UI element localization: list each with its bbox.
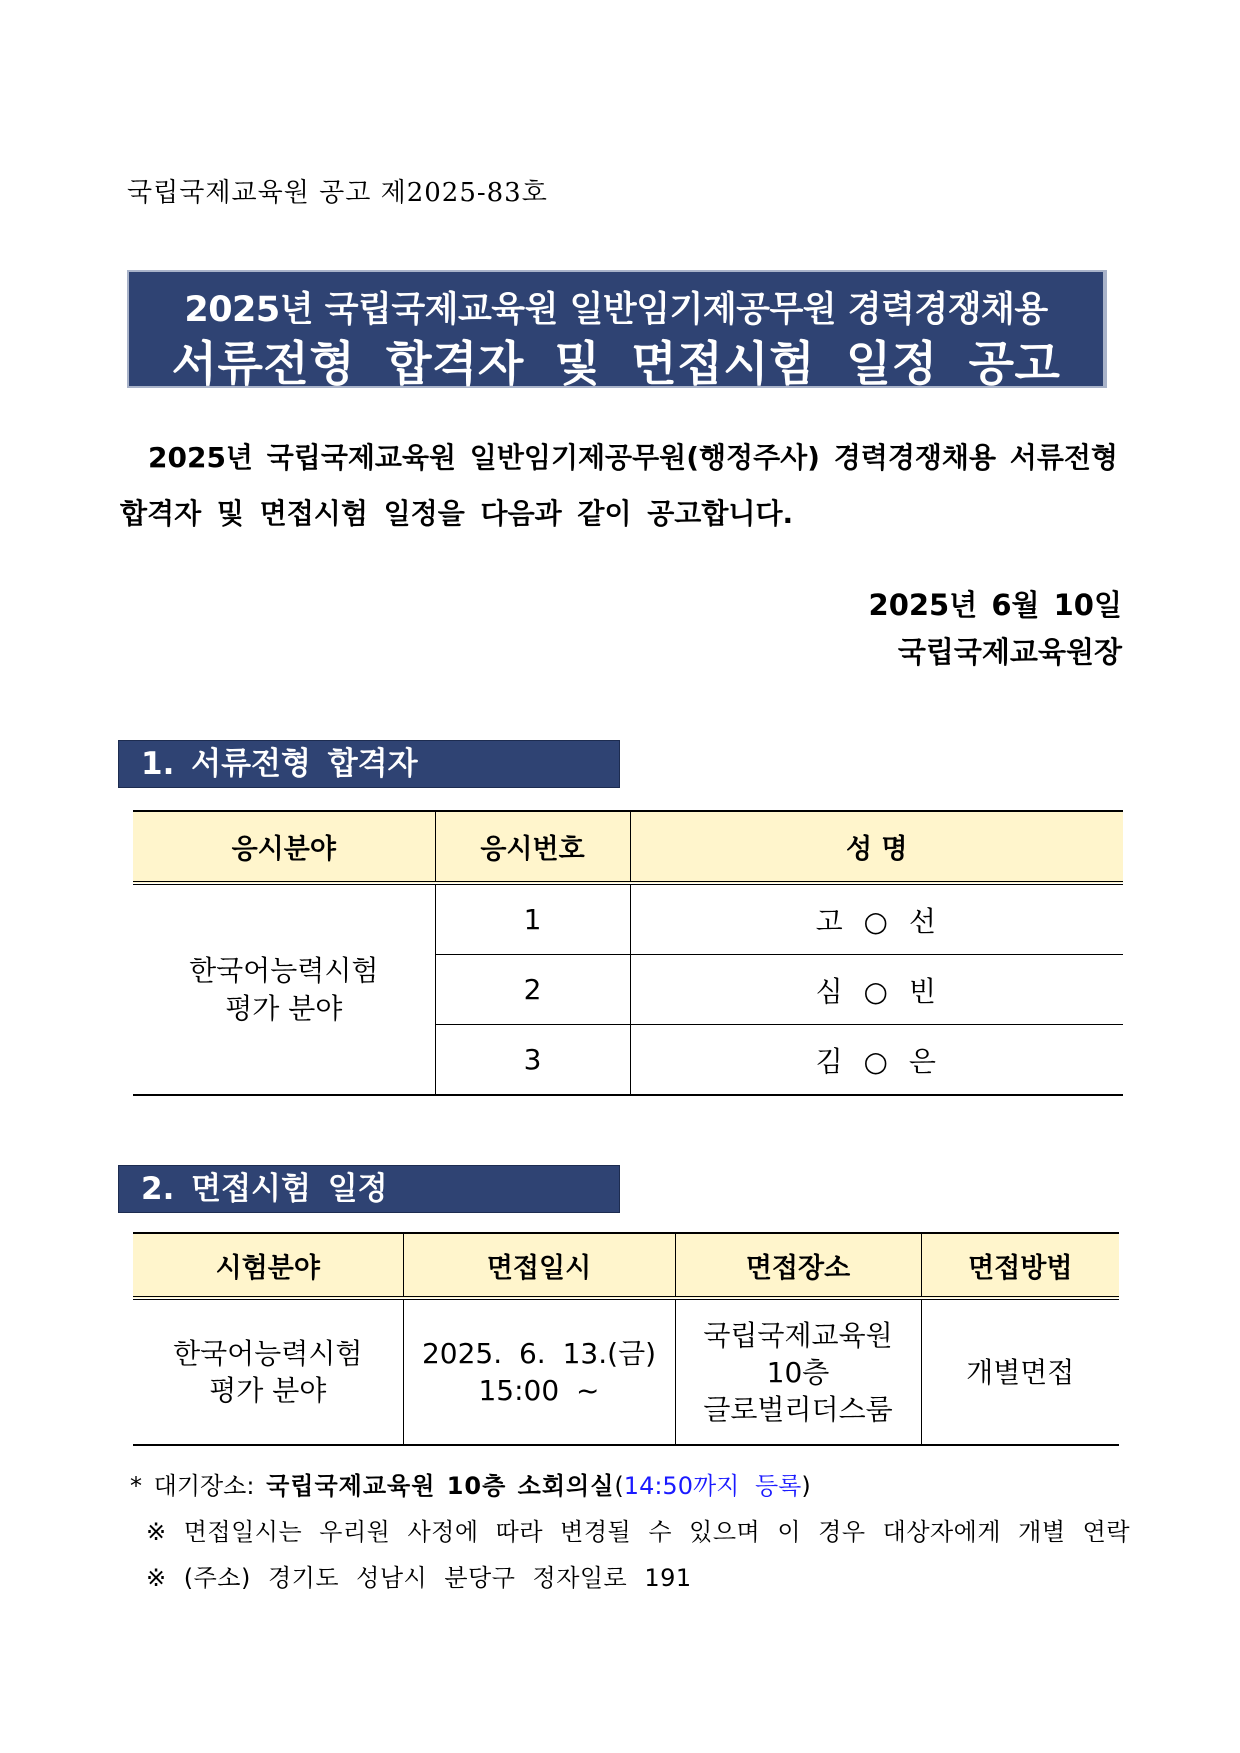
interview-time: 15:00 ~ (478, 1374, 600, 1407)
waiting-open-paren: ( (614, 1472, 624, 1500)
interview-method-cell: 개별면접 (921, 1298, 1119, 1445)
column-header-name: 성 명 (630, 811, 1123, 883)
waiting-place-note (130, 1466, 811, 1501)
field-line-2: 평가 분야 (225, 991, 343, 1025)
interview-place-cell (675, 1298, 921, 1445)
applicant-name: 고 ○ 선 (630, 883, 1123, 955)
waiting-place-prefix: * 대기장소: (130, 1472, 267, 1500)
intro-line-2: 합격자 및 면접시험 일정을 다음과 같이 공고합니다. (120, 497, 794, 530)
column-header-interview-method: 면접방법 (921, 1233, 1119, 1298)
interview-place-line-1: 국립국제교육원 (703, 1318, 893, 1352)
title-line-2: 서류전형 합격자 및 면접시험 일정 공고 (171, 337, 1061, 392)
interview-place-line-2: 10층 (766, 1355, 830, 1389)
column-header-number: 응시번호 (435, 811, 630, 883)
column-header-interview-datetime: 면접일시 (403, 1233, 675, 1298)
announcement-date: 2025년 6월 10일 (868, 588, 1122, 622)
schedule-change-note: ※ 면접일시는 우리원 사정에 따라 변경될 수 있으며 이 경우 대상자에게 개별 연락 (146, 1518, 1131, 1546)
section-heading-interview-schedule: 2. 면접시험 일정 (118, 1165, 620, 1213)
document-pass-table (133, 810, 1123, 1096)
waiting-place: 국립국제교육원 10층 소회의실 (266, 1472, 615, 1500)
exam-field-cell (133, 1298, 403, 1445)
applicant-name: 김 ○ 은 (630, 1025, 1123, 1096)
interview-schedule-table (133, 1232, 1119, 1446)
section-heading-document-pass: 1. 서류전형 합격자 (118, 740, 620, 788)
notice-number: 국립국제교육원 공고 제2025-83호 (127, 178, 548, 208)
title-line-1: 2025년 국립국제교육원 일반임기제공무원 경력경쟁채용 (184, 290, 1048, 330)
registration-deadline: 14:50까지 등록 (623, 1472, 802, 1500)
applicant-number: 1 (435, 883, 630, 955)
interview-datetime-cell (403, 1298, 675, 1445)
applicant-name: 심 ○ 빈 (630, 955, 1123, 1025)
intro-line-1: 2025년 국립국제교육원 일반임기제공무원(행정주사) 경력경쟁채용 서류전형 (148, 441, 1118, 474)
waiting-close-paren: ) (801, 1472, 811, 1500)
interview-place-line-3: 글로벌리더스룸 (703, 1392, 893, 1426)
column-header-interview-place: 면접장소 (675, 1233, 921, 1298)
table-header-row (133, 811, 1123, 883)
field-line-1: 한국어능력시험 (189, 953, 379, 987)
column-header-exam-field: 시험분야 (133, 1233, 403, 1298)
title-banner (127, 270, 1107, 392)
issuer-name: 국립국제교육원장 (897, 635, 1122, 669)
exam-field-line-2: 평가 분야 (209, 1374, 327, 1407)
intro-paragraph (120, 430, 1122, 542)
field-cell (133, 883, 435, 1095)
table-header-row (133, 1233, 1119, 1298)
table-row (133, 883, 1123, 955)
interview-date: 2025. 6. 13.(금) (421, 1337, 657, 1370)
applicant-number: 3 (435, 1025, 630, 1096)
applicant-number: 2 (435, 955, 630, 1025)
column-header-field: 응시분야 (133, 811, 435, 883)
table-row (133, 1298, 1119, 1445)
address-note: ※ (주소) 경기도 성남시 분당구 정자일로 191 (146, 1564, 692, 1592)
exam-field-line-1: 한국어능력시험 (173, 1337, 363, 1370)
